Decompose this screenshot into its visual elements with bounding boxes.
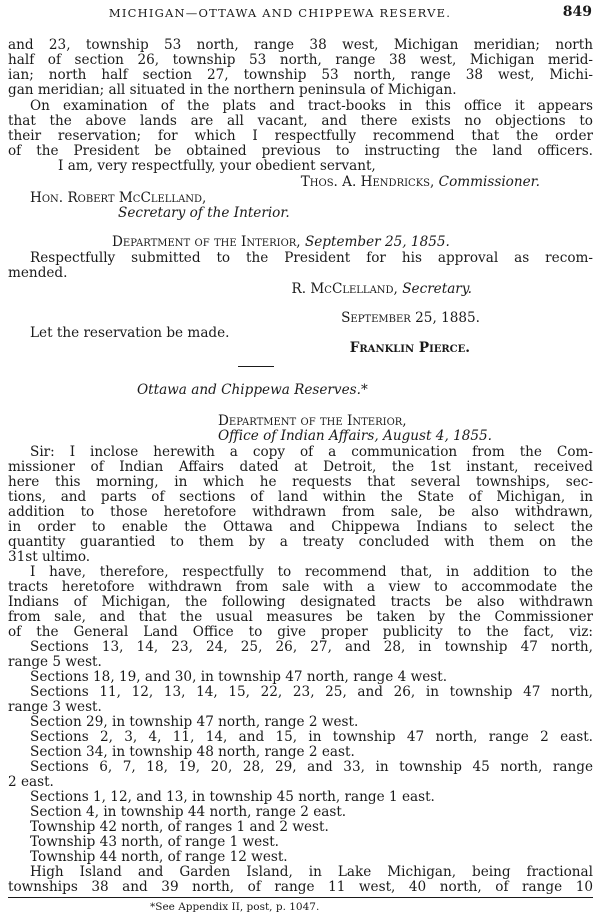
footnote-rule [8,897,593,898]
text-line: gan meridian; all situated in the northern peninsula of Michigan. [8,82,457,98]
text-line: Indians of Michigan, the following designated tracts be also withdrawn [8,594,593,610]
office-dateline: Office of Indian Affairs, August 4, 1855. [218,428,493,444]
text-line: here this morning, in which he requests that several townships, sec- [8,474,593,490]
tract-line: townships 38 and 39 north, of range 11 west, 40 north, of range 10 [8,879,593,895]
tract-line: Sections 1, 12, and 13, in township 45 north, range 1 east. [30,789,435,805]
dateline [112,235,450,250]
tract-line: Sections 11, 12, 13, 14, 15, 22, 23, 25, and 26, in township 47 north, [30,684,593,700]
text-line: addition to those heretofore withdrawn from sale, be also withdrawn, [8,504,593,520]
tract-line: Section 4, in township 44 north, range 2 east. [30,804,347,820]
signer-title: Commissioner. [438,174,540,190]
text-line: Respectfully submitted to the President for his approval as recom- [30,250,593,266]
tract-line: Sections 2, 3, 4, 11, 14, and 15, in township 47 north, range 2 east. [30,729,593,745]
date: September 25, 1855. [304,234,450,250]
signer-name: Thos. A. Hendricks, [300,174,435,190]
department: Department of the Interior, [218,413,407,429]
tract-line: Sections 13, 14, 23, 24, 25, 26, 27, and 28, in township 47 north, [30,639,593,655]
text-line: missioner of Indian Affairs dated at Detroit, the 1st instant, received [8,459,593,475]
text-line: their reservation; for which I respectfully recommend that the order [8,128,593,144]
footnote: *See Appendix II, post, p. 1047. [150,901,320,913]
text-line: ian; north half section 27, township 53 north, range 38 west, Michi- [8,67,593,83]
text-line: tions, and parts of sections of land within the State of Michigan, in [8,489,593,505]
signature [301,175,540,190]
text-line: of the President be obtained previous to instructing the land officers. [8,143,593,159]
tract-line: range 3 west. [8,699,102,715]
text-line: quantity guarantied to them by a treaty concluded with them on the [8,534,593,550]
tract-line: Township 43 north, of range 1 west. [30,834,279,850]
text-line: I have, therefore, respectfully to recommend that, in addition to the [30,564,593,580]
tract-line: Sections 6, 7, 18, 19, 20, 28, 29, and 33, in township 45 north, range [30,759,593,775]
section-divider [238,366,274,367]
page-number: 849 [562,4,592,20]
text-line: tracts heretofore withdrawn from sale with a view to accommodate the [8,579,593,595]
order-text: Let the reservation be made. [30,325,230,341]
order-date: September 25, 1885. [341,310,480,326]
tract-line: Township 42 north, of ranges 1 and 2 west. [30,819,329,835]
text-line: Sir: I inclose herewith a copy of a communication from the Com- [30,444,593,460]
section-title: Ottawa and Chippewa Reserves.* [137,382,368,398]
tract-line: range 5 west. [8,654,102,670]
tract-line: Township 44 north, of range 12 west. [30,849,288,865]
signer-title: Secretary. [402,281,472,297]
addressee-name: Hon. Robert McClelland, [30,190,207,206]
tract-line: Sections 18, 19, and 30, in township 47 north, range 4 west. [30,669,448,685]
running-header [0,6,600,24]
signer-name: R. McClelland, [291,281,398,297]
closing-line: I am, very respectfully, your obedient servant, [58,158,376,174]
text-line: that the above lands are all vacant, and there exists no objections to [8,113,593,129]
department: Department of the Interior, [112,234,301,250]
tract-line: High Island and Garden Island, in Lake Michigan, being fractional [30,864,593,880]
text-line: 31st ultimo. [8,549,91,565]
tract-line: Section 34, in township 48 north, range 2 east. [30,744,355,760]
text-line: and 23, township 53 north, range 38 west, Michigan meridian; north [8,37,593,53]
president-signature: Franklin Pierce. [349,340,470,356]
text-line: mended. [8,265,68,281]
running-title: MICHIGAN—OTTAWA AND CHIPPEWA RESERVE. [108,6,452,20]
tract-line: 2 east. [8,774,54,790]
text-line: in order to enable the Ottawa and Chippewa Indians to select the [8,519,593,535]
text-line: On examination of the plats and tract-books in this office it appears [30,98,593,114]
text-line: from sale, and that the usual measures be taken by the Commissioner [8,609,593,625]
addressee-title: Secretary of the Interior. [118,205,290,221]
text-line: of the General Land Office to give proper publicity to the fact, viz: [8,624,593,640]
text-line: half of section 26, township 53 north, range 38 west, Michigan merid- [8,52,593,68]
signature [292,282,473,297]
tract-line: Section 29, in township 47 north, range 2 west. [30,714,359,730]
